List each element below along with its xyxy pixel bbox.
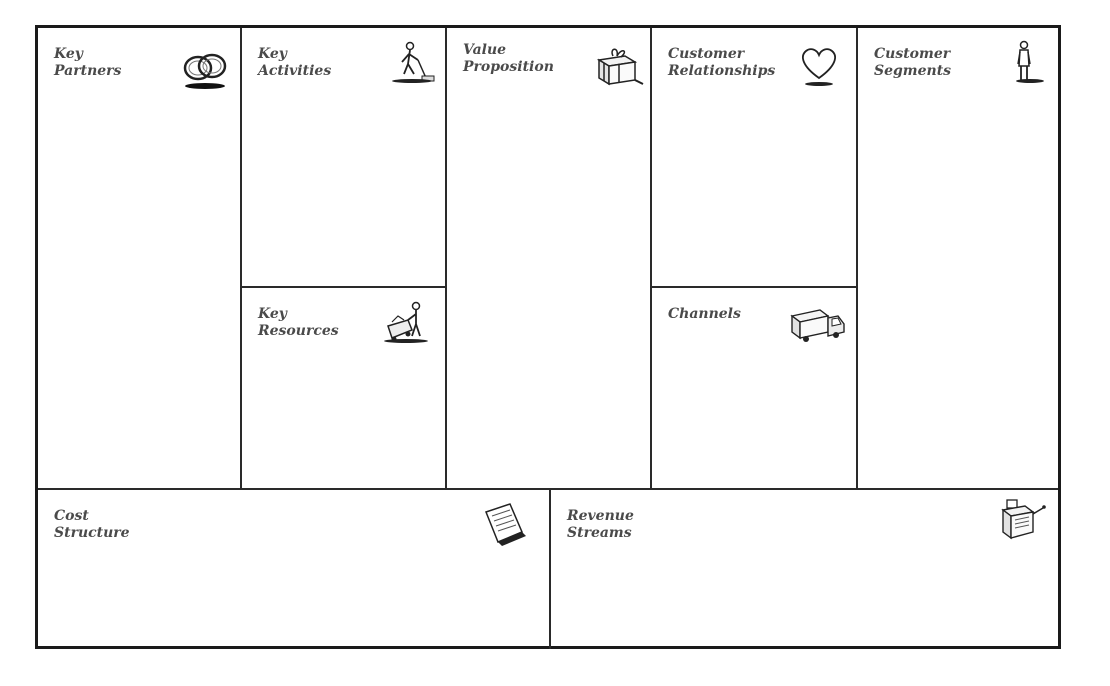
cell-label: Key Activities xyxy=(258,46,332,79)
worker-sweeping-icon xyxy=(384,40,438,84)
cell-key-activities[interactable] xyxy=(242,28,445,286)
cell-key-resources[interactable] xyxy=(242,288,445,488)
cell-label: Channels xyxy=(668,306,741,322)
worker-with-cart-icon xyxy=(382,300,436,344)
canvas-frame xyxy=(35,25,1061,649)
heart-icon xyxy=(792,44,846,88)
cell-label: Customer Segments xyxy=(874,46,952,79)
cell-label: Key Resources xyxy=(258,306,339,339)
price-tag-icon xyxy=(476,502,530,546)
cell-label: Value Proposition xyxy=(463,42,554,75)
cell-key-partners[interactable] xyxy=(38,28,240,488)
rings-icon xyxy=(178,50,232,94)
cell-customer-segments[interactable] xyxy=(858,28,1058,488)
cell-customer-relationships[interactable] xyxy=(652,28,856,286)
cell-label: Revenue Streams xyxy=(567,508,634,541)
cell-label: Cost Structure xyxy=(54,508,130,541)
cell-revenue-streams[interactable] xyxy=(551,490,1058,649)
delivery-truck-icon xyxy=(788,302,848,346)
cell-label: Key Partners xyxy=(54,46,122,79)
gift-box-icon xyxy=(591,44,645,88)
standing-person-icon xyxy=(998,40,1052,84)
cell-value-proposition[interactable] xyxy=(447,28,650,488)
cell-label: Customer Relationships xyxy=(668,46,776,79)
cash-register-icon xyxy=(995,496,1049,540)
cell-channels[interactable] xyxy=(652,288,856,488)
cell-cost-structure[interactable] xyxy=(38,490,549,649)
